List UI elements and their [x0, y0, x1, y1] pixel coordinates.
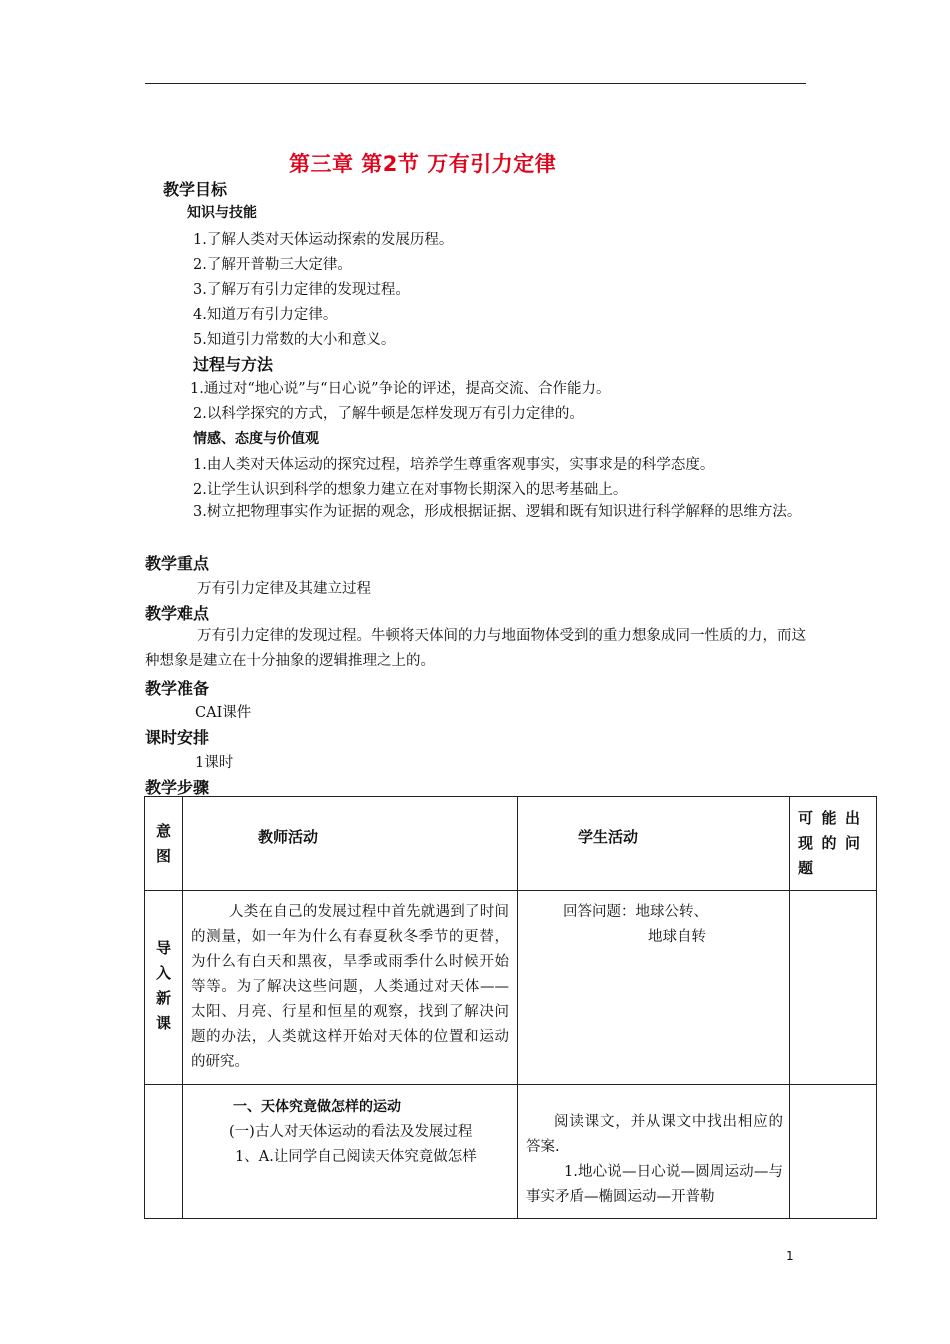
key-point-text: 万有引力定律及其建立过程 — [197, 581, 371, 597]
knowledge-item: 1.了解人类对天体运动探索的发展历程。 — [193, 232, 454, 248]
knowledge-item: 5.知道引力常数的大小和意义。 — [193, 332, 396, 348]
row-problem-cell — [790, 891, 877, 1085]
process-heading: 过程与方法 — [193, 355, 274, 374]
teaching-steps-table — [144, 796, 877, 1219]
page-title: 第三章 第2节 万有引力定律 — [289, 152, 557, 176]
row-intent-cell — [145, 891, 183, 1085]
knowledge-item: 2.了解开普勒三大定律。 — [193, 257, 352, 273]
emotion-heading: 情感、态度与价值观 — [193, 431, 319, 447]
row-teacher-cell — [183, 1085, 518, 1219]
page-number: 1 — [786, 1249, 794, 1263]
header-problem-cell — [790, 797, 877, 891]
objectives-heading: 教学目标 — [163, 180, 228, 199]
header-teacher: 教师活动 — [258, 828, 319, 846]
header-student-cell — [518, 797, 790, 891]
table-row — [145, 891, 877, 1085]
row-student-cell — [518, 1085, 790, 1219]
header-student: 学生活动 — [578, 828, 639, 846]
preparation-text: CAI课件 — [195, 705, 252, 721]
row-student-line: 回答问题：地球公转、 — [563, 904, 708, 920]
schedule-heading: 课时安排 — [145, 728, 210, 747]
emotion-item: 3.树立把物理事实作为证据的观念，形成根据证据、逻辑和既有知识进行科学解释的思维方法。 — [193, 504, 802, 520]
steps-heading: 教学步骤 — [145, 778, 210, 797]
header-teacher-cell — [183, 797, 518, 891]
difficulty-heading: 教学难点 — [145, 604, 210, 623]
row-teacher-sub: (一)古人对天体运动的看法及发展过程 — [229, 1124, 473, 1140]
process-item: 1.通过对“地心说”与“日心说”争论的评述，提高交流、合作能力。 — [190, 381, 611, 397]
row-student-cell — [518, 891, 790, 1085]
header-intent-cell — [145, 797, 183, 891]
row-student-item: 1.地心说—日心说—圆周运动—与事实矛盾—椭圆运动—开普勒 — [526, 1164, 783, 1205]
difficulty-text: 万有引力定律的发现过程。牛顿将天体间的力与地面物体受到的重力想象成同一性质的力，而这种想象是建立在十分抽象的逻辑推理之上的。 — [145, 628, 806, 669]
knowledge-item: 3.了解万有引力定律的发现过程。 — [193, 282, 410, 298]
table-header-row — [145, 797, 877, 891]
row-teacher-text: 人类在自己的发展过程中首先就遇到了时间的测量，如一年为什么有春夏秋冬季节的更替，为什么有白天和黑夜，旱季或雨季什么时候开始等等。为了解决这些问题，人类通过对天体——太阳、月亮、行星和恒星的观察，找到了解决问题的办法，人类就这样开始对天体的位置和运动的研究。 — [191, 904, 509, 1070]
row-teacher-heading: 一、天体究竟做怎样的运动 — [233, 1099, 401, 1115]
row-teacher-item: 1、A.让同学自己阅读天体究竟做怎样 — [235, 1149, 477, 1165]
row-problem-cell — [790, 1085, 877, 1219]
table-row — [145, 1085, 877, 1219]
row-intent: 导入新课 — [155, 939, 171, 1032]
key-point-heading: 教学重点 — [145, 554, 210, 573]
knowledge-heading: 知识与技能 — [187, 205, 257, 221]
header-problem: 可能出现的问题 — [798, 809, 868, 877]
knowledge-item: 4.知道万有引力定律。 — [193, 307, 338, 323]
row-intent-cell — [145, 1085, 183, 1219]
header-intent: 意图 — [155, 822, 171, 865]
schedule-text: 1课时 — [195, 755, 234, 771]
row-student-line: 地球自转 — [648, 929, 706, 945]
row-teacher-cell — [183, 891, 518, 1085]
emotion-item: 2.让学生认识到科学的想象力建立在对事物长期深入的思考基础上。 — [193, 482, 628, 498]
process-item: 2.以科学探究的方式，了解牛顿是怎样发现万有引力定律的。 — [193, 406, 584, 422]
row-student-text: 阅读课文，并从课文中找出相应的答案. — [526, 1114, 783, 1155]
emotion-item: 1.由人类对天体运动的探究过程，培养学生尊重客观事实，实事求是的科学态度。 — [193, 457, 715, 473]
preparation-heading: 教学准备 — [145, 679, 210, 698]
header-rule — [145, 83, 806, 84]
